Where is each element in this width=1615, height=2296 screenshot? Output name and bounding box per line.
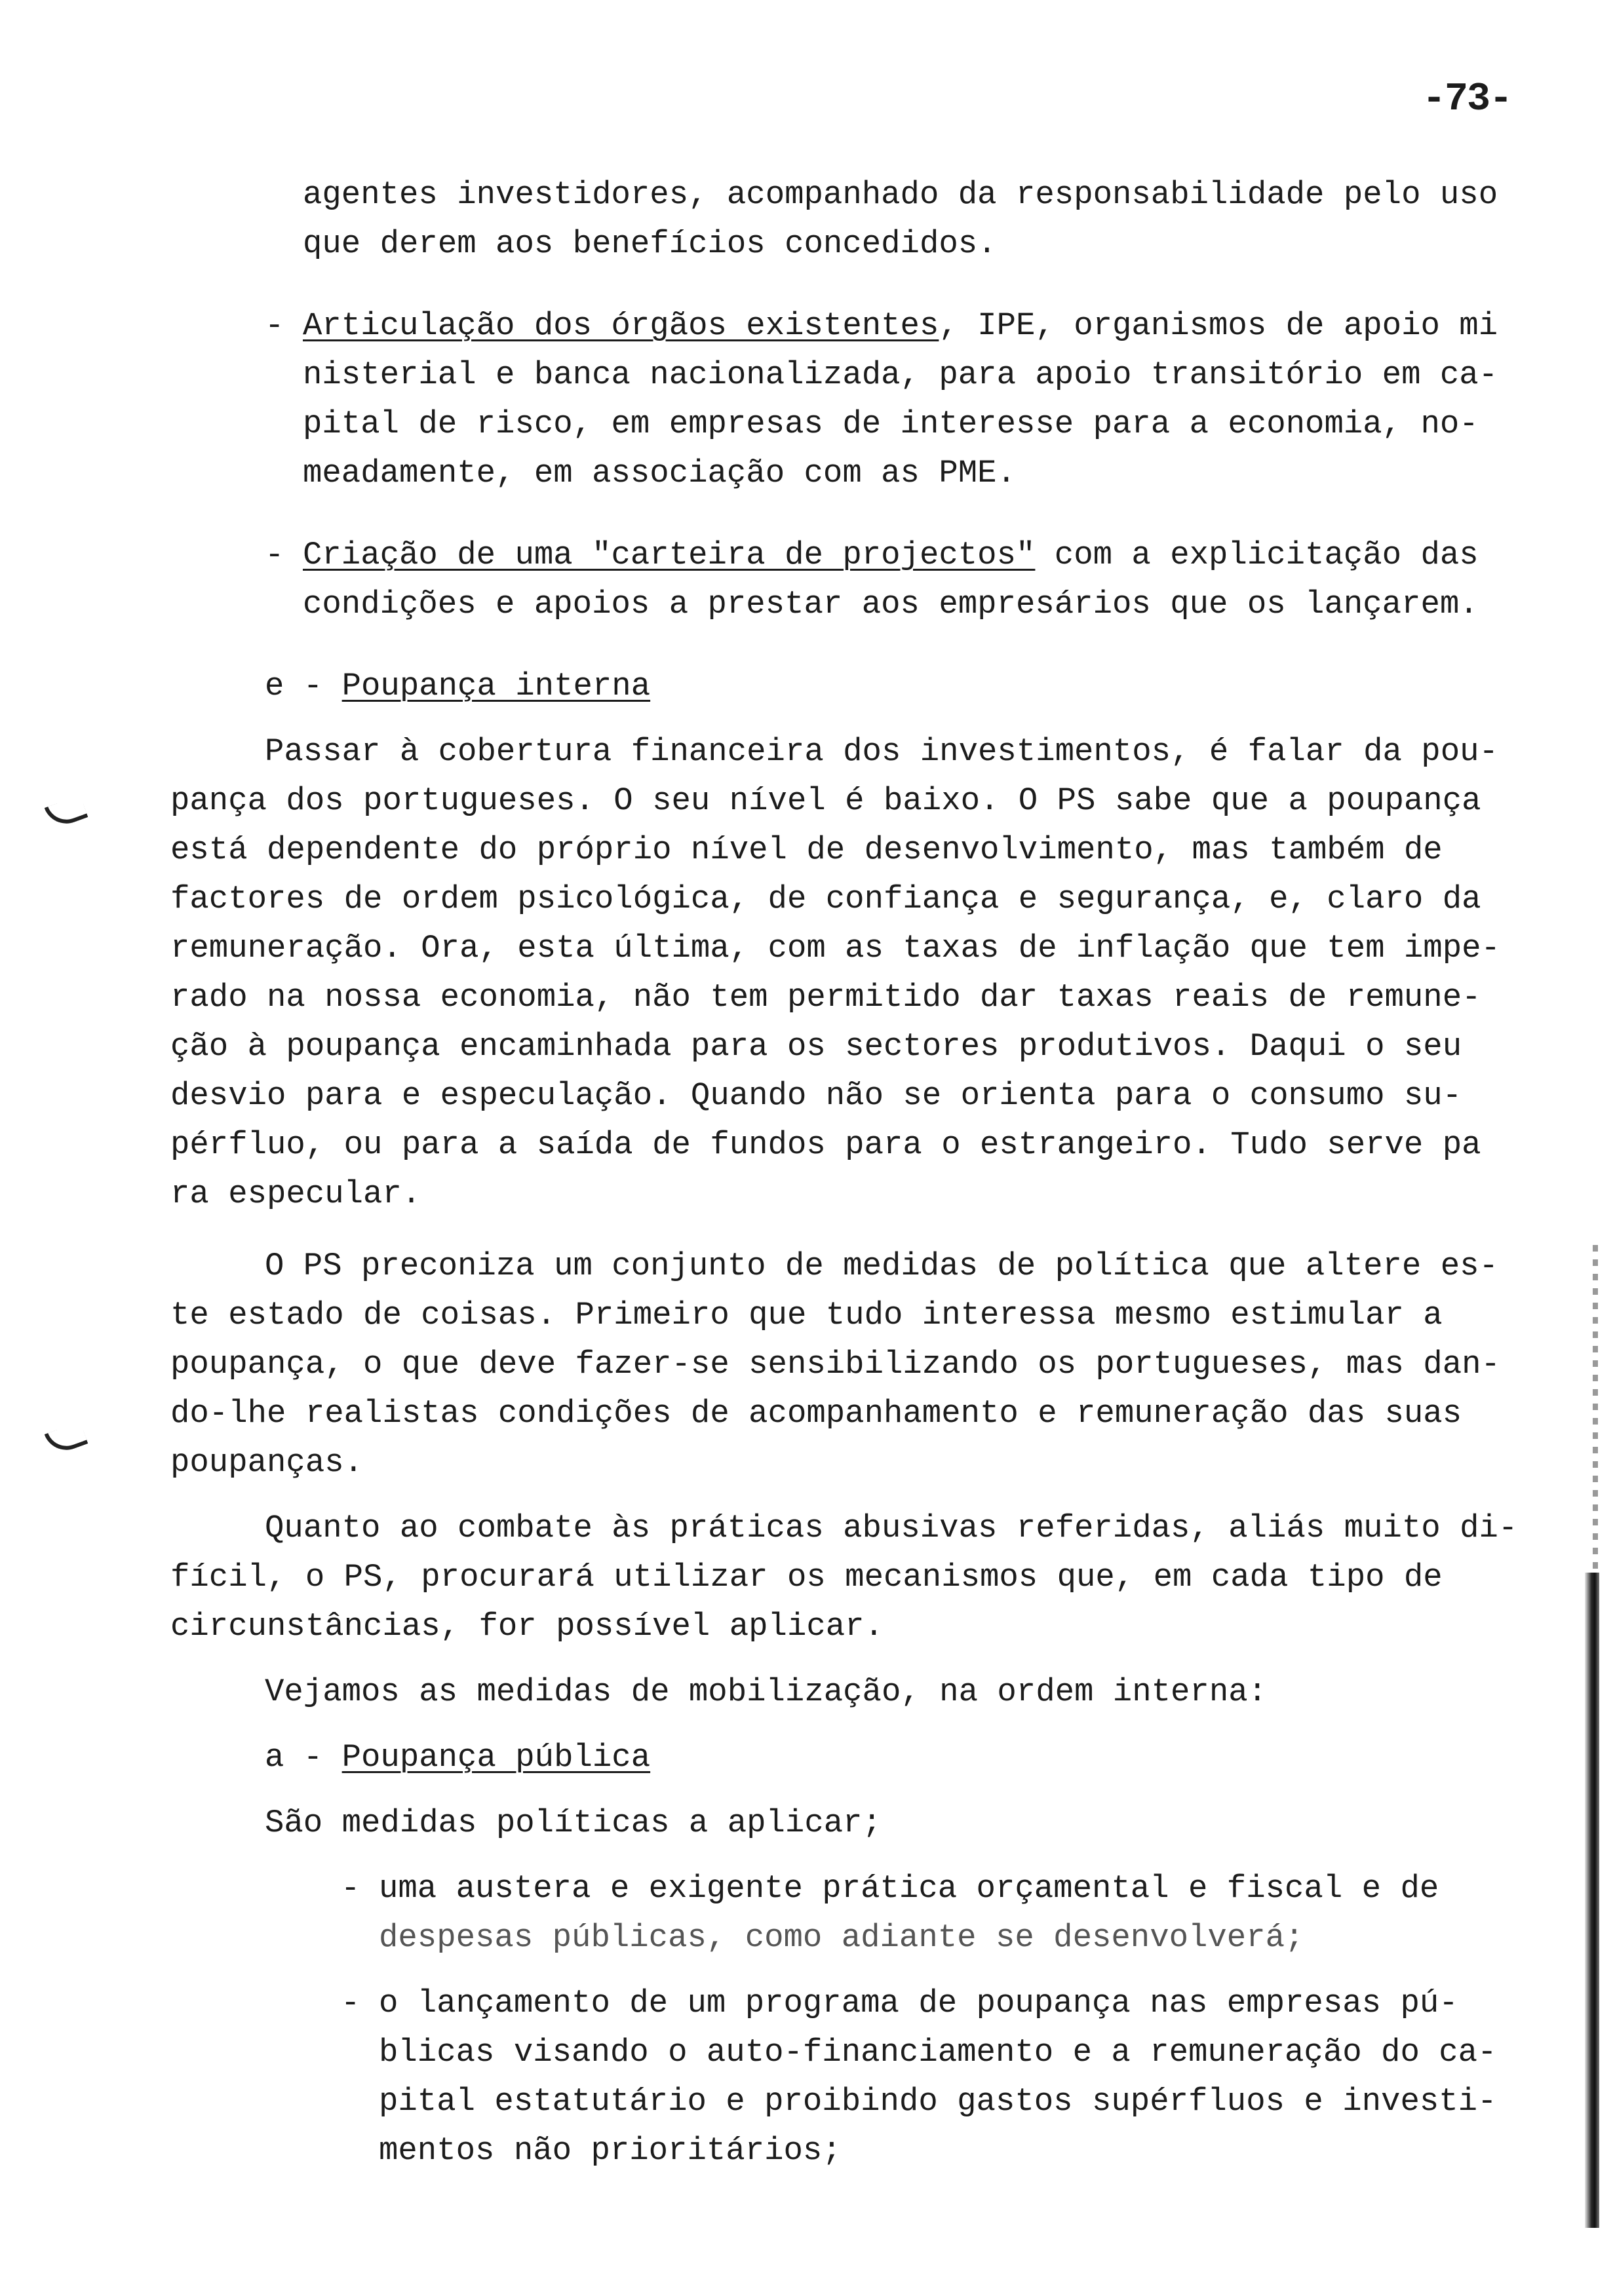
bullet-marker: - (341, 1985, 360, 2021)
text-line: São medidas políticas a aplicar; (265, 1805, 882, 1841)
text-line: fícil, o PS, procurará utilizar os mecanismos que, em cada tipo de (170, 1559, 1443, 1596)
text-line: factores de ordem psicológica, de confiança e segurança, e, claro da (170, 881, 1481, 917)
text-line: o lançamento de um programa de poupança nas empresas pú- (379, 1985, 1458, 2021)
text-line: que derem aos benefícios concedidos. (303, 225, 997, 262)
scan-edge-shadow (1593, 1245, 1598, 1573)
text-line: nisterial e banca nacionalizada, para apoio transitório em ca- (303, 356, 1498, 393)
section-e-heading (265, 667, 650, 705)
binder-hole-mark (45, 1421, 88, 1457)
text-line: blicas visando o auto-financiamento e a remuneração do ca- (379, 2034, 1497, 2071)
section-e-marker: e - (265, 668, 323, 704)
text-line: circunstâncias, for possível aplicar. (170, 1608, 884, 1645)
text-line: rado na nossa economia, não tem permitido dar taxas reais de remune- (170, 979, 1481, 1016)
section-e-title: Poupança interna (341, 668, 651, 704)
bullet-carteira-title: Criação de uma "carteira de projectos" (303, 537, 1036, 573)
scan-edge-shadow (1585, 1573, 1599, 2228)
bullet-marker: - (265, 537, 284, 573)
bullet-carteira-rest: com a explicitação das (1035, 537, 1479, 573)
bullet-articulacao-first-line (303, 307, 1498, 345)
text-line: pital estatutário e proibindo gastos supérfluos e investi- (379, 2083, 1497, 2120)
text-line: poupança, o que deve fazer-se sensibilizando os portugueses, mas dan- (170, 1346, 1500, 1383)
text-line: Passar à cobertura financeira dos investimentos, é falar da pou- (265, 733, 1498, 770)
text-line: remuneração. Ora, esta última, com as taxas de inflação que tem impe- (170, 930, 1500, 966)
text-line: pital de risco, em empresas de interesse para a economia, no- (303, 406, 1479, 442)
text-line: agentes investidores, acompanhado da responsabilidade pelo uso (303, 176, 1498, 213)
text-line: está dependente do próprio nível de desenvolvimento, mas também de (170, 832, 1443, 868)
section-a-heading (265, 1738, 650, 1776)
bullet-marker: - (341, 1870, 360, 1907)
text-line: pança dos portugueses. O seu nível é baixo. O PS sabe que a poupança (170, 782, 1481, 819)
bullet-marker: - (265, 307, 284, 344)
text-line: te estado de coisas. Primeiro que tudo interessa mesmo estimular a (170, 1297, 1443, 1333)
text-line: mentos não prioritários; (379, 2132, 842, 2169)
bullet-articulacao-rest: , IPE, organismos de apoio mi (939, 307, 1498, 344)
section-a-title: Poupança pública (341, 1739, 651, 1776)
bullet-carteira-first-line (303, 536, 1479, 574)
text-line: pérfluo, ou para a saída de fundos para o estrangeiro. Tudo serve pa (170, 1126, 1481, 1163)
text-line: poupanças. (170, 1444, 364, 1481)
text-line: desvio para e especulação. Quando não se orienta para o consumo su- (170, 1077, 1462, 1114)
text-line: despesas públicas, como adiante se desenvolverá; (379, 1919, 1304, 1956)
text-line: Vejamos as medidas de mobilização, na ordem interna: (265, 1674, 1268, 1710)
page-number: -73- (1422, 77, 1512, 122)
text-line: ção à poupança encaminhada para os sectores produtivos. Daqui o seu (170, 1028, 1462, 1065)
text-line: Quanto ao combate às práticas abusivas referidas, aliás muito di- (265, 1510, 1518, 1546)
binder-hole-mark (45, 795, 88, 830)
text-line: condições e apoios a prestar aos empresários que os lançarem. (303, 586, 1479, 622)
text-line: ra especular. (170, 1176, 421, 1212)
section-a-marker: a - (265, 1739, 323, 1776)
text-line: do-lhe realistas condições de acompanhamento e remuneração das suas (170, 1395, 1462, 1432)
text-line: O PS preconiza um conjunto de medidas de política que altere es- (265, 1248, 1498, 1284)
text-line: uma austera e exigente prática orçamental e fiscal e de (379, 1870, 1439, 1907)
text-line: meadamente, em associação com as PME. (303, 455, 1016, 491)
bullet-articulacao-title: Articulação dos órgãos existentes (303, 307, 939, 344)
